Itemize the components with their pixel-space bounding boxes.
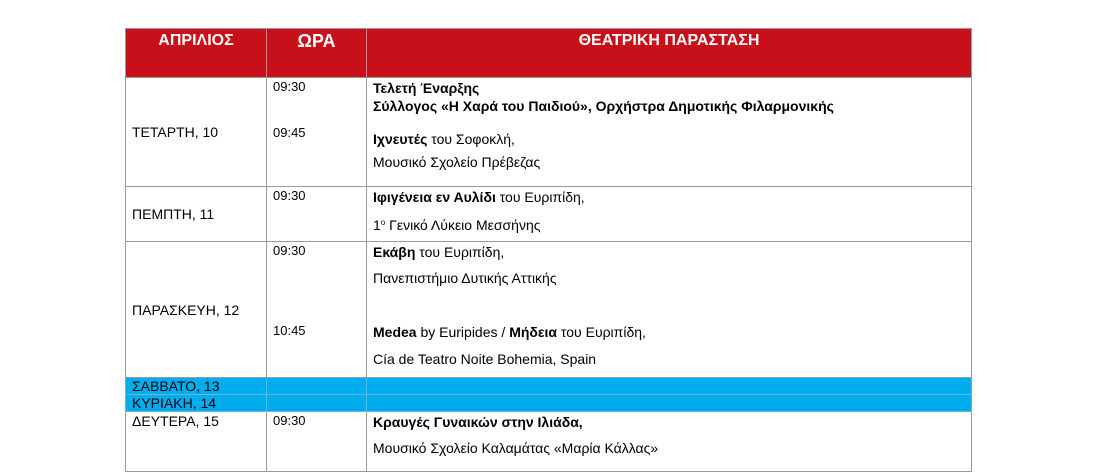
performance-subtitle: by Euripides / — [416, 324, 510, 340]
group-ordinal-suffix: ο — [380, 218, 386, 227]
performance-title: Τελετή Έναρξης — [373, 80, 480, 96]
time-value: 09:30 — [273, 79, 306, 94]
table-row — [126, 78, 972, 187]
performance-author: του Σοφοκλή, — [427, 131, 515, 147]
performance-author: του Ευριπίδη, — [415, 244, 505, 260]
time-cell — [267, 378, 367, 395]
performance-group: Σύλλογος «Η Χαρά του Παιδιού», Ορχήστρα Δημοτικής Φιλαρμονικής — [373, 98, 834, 114]
time-cell — [267, 187, 367, 242]
time-value: 10:45 — [273, 323, 306, 338]
performance-group: Μουσικό Σχολείο Πρέβεζας — [373, 154, 541, 170]
time-cell — [267, 412, 367, 472]
header-performance: ΘΕΑΤΡΙΚΗ ΠΑΡΑΣΤΑΣΗ — [367, 29, 972, 78]
performance-group — [373, 213, 971, 235]
performance-author: του Ευριπίδη, — [495, 189, 585, 205]
day-label: ΤΕΤΑΡΤΗ, 10 — [126, 78, 267, 187]
performance-title: Medea — [373, 324, 417, 340]
performance-cell — [367, 78, 972, 187]
performance-group: Πανεπιστήμιο Δυτικής Αττικής — [373, 270, 557, 286]
performance-title: Ιχνευτές — [373, 131, 428, 147]
performance-group: Μουσικό Σχολείο Καλαμάτας «Μαρία Κάλλας» — [373, 440, 659, 456]
header-month: ΑΠΡΙΛΙΟΣ — [126, 29, 267, 78]
table-row-weekend — [126, 395, 972, 412]
header-time: ΩΡΑ — [267, 29, 367, 78]
performance-cell — [367, 242, 972, 378]
table-row-weekend — [126, 378, 972, 395]
performance-entry — [373, 129, 971, 149]
performance-entry — [373, 323, 971, 342]
performance-title: Ιφιγένεια εν Αυλίδι — [373, 189, 496, 205]
time-cell — [267, 78, 367, 187]
time-value: 09:30 — [273, 188, 306, 203]
program-sheet — [125, 28, 971, 468]
time-value: 09:30 — [273, 413, 306, 428]
table-row — [126, 412, 972, 472]
table-header-row — [126, 29, 972, 78]
group-name: Γενικό Λύκειο Μεσσήνης — [385, 217, 541, 233]
day-label: ΠΕΜΠΤΗ, 11 — [126, 187, 267, 242]
performance-cell — [367, 187, 972, 242]
time-value: 09:30 — [273, 243, 306, 258]
performance-cell — [367, 412, 972, 472]
performance-title-greek: Μήδεια — [509, 324, 558, 340]
day-label: ΔΕΥΤΕΡΑ, 15 — [126, 412, 267, 472]
table-row — [126, 242, 972, 378]
performance-title: Κραυγές Γυναικών στην Ιλιάδα, — [373, 414, 583, 430]
day-label: ΣΑΒΒΑΤΟ, 13 — [126, 378, 267, 395]
performance-cell — [367, 395, 972, 412]
day-label: ΠΑΡΑΣΚΕΥΗ, 12 — [126, 242, 267, 378]
time-cell — [267, 242, 367, 378]
day-label: ΚΥΡΙΑΚΗ, 14 — [126, 395, 267, 412]
time-value: 09:45 — [273, 125, 306, 140]
theater-schedule-table — [125, 28, 972, 472]
performance-group: Cía de Teatro Noite Bohemia, Spain — [373, 351, 597, 367]
table-row — [126, 187, 972, 242]
group-ordinal: 1 — [373, 217, 381, 233]
performance-entry — [373, 188, 971, 207]
performance-title: Εκάβη — [373, 244, 416, 260]
performance-author: του Ευριπίδη, — [557, 324, 646, 340]
performance-cell — [367, 378, 972, 395]
performance-entry — [373, 243, 971, 262]
time-cell — [267, 395, 367, 412]
